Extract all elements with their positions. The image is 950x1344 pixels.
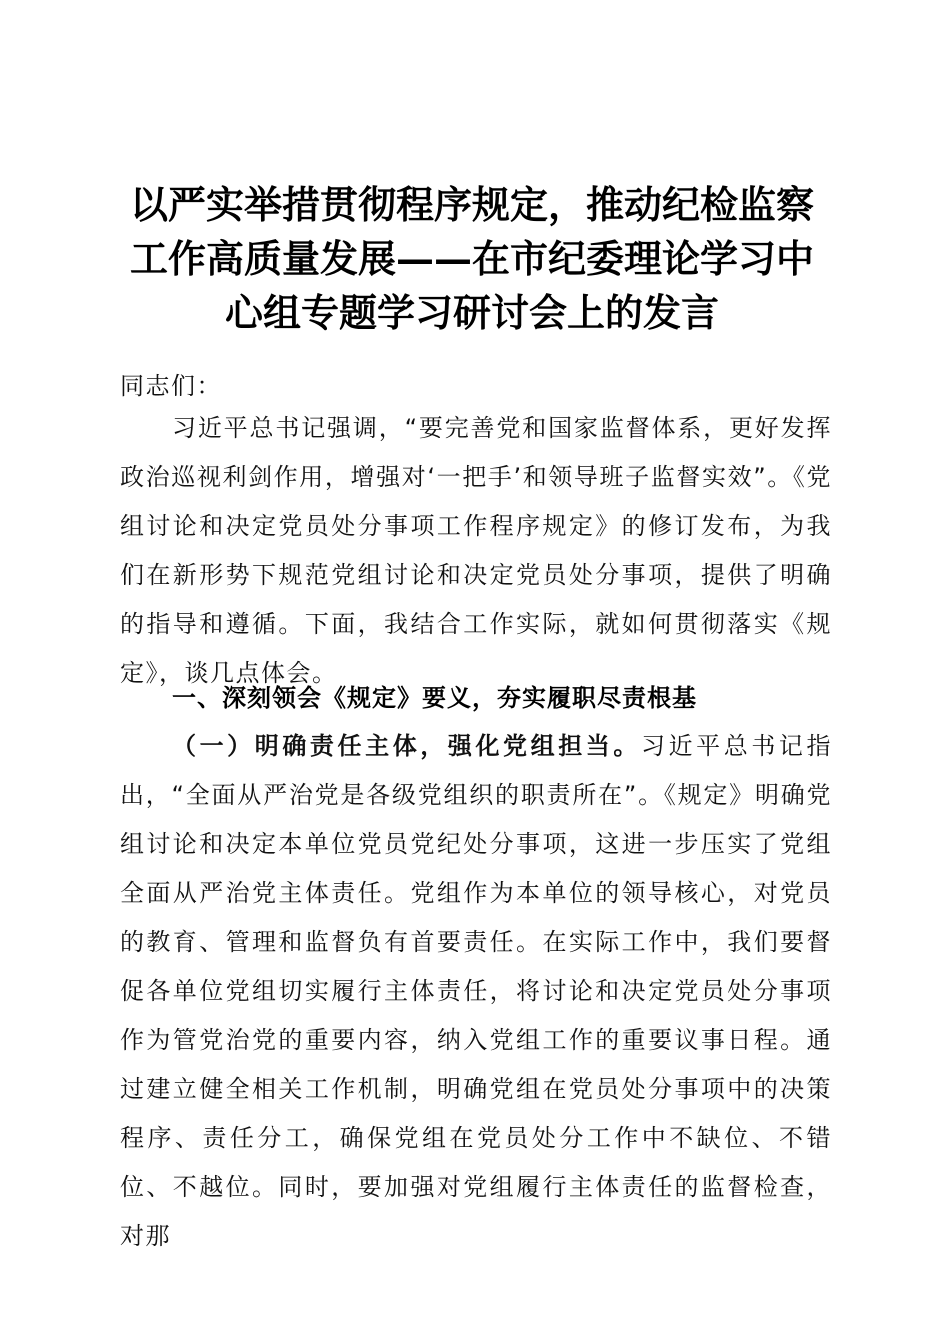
paragraph-intro: 习近平总书记强调，“要完善党和国家监督体系，更好发挥政治巡视利剑作用，增强对‘一把手’和领导班子监督实效”。《党组讨论和决定党员处分事项工作程序规定》的修订发布，为我们在新形势下规范党组讨论和决定党员处分事项，提供了明确的指导和遵循。下面，我结合工作实际，就如何贯彻落实《规定》，谈几点体会。 — [120, 414, 832, 687]
section-heading-1: 一、深刻领会《规定》要义，夯实履职尽责根基 — [172, 684, 697, 712]
salutation: 同志们： — [120, 372, 222, 400]
subsection-1-lead: （一）明确责任主体，强化党组担当。 — [172, 732, 641, 760]
subsection-1-body: 习近平总书记指出，“全面从严治党是各级党组织的职责所在”。《规定》明确党组讨论和决定本单位党员党纪处分事项，这进一步压实了党组全面从严治党主体责任。党组作为本单位的领导核心，对党员的教育、管理和监督负有首要责任。在实际工作中，我们要督促各单位党组切实履行主体责任，将讨论和决定党员处分事项作为管党治党的重要内容，纳入党组工作的重要议事日程。通过建立健全相关工作机制，明确党组在党员处分事项中的决策程序、责任分工，确保党组在党员处分工作中不缺位、不错位、不越位。同时，要加强对党组履行主体责任的监督检查，对那 — [120, 732, 833, 1250]
document-title: 以严实举措贯彻程序规定，推动纪检监察工作高质量发展——在市纪委理论学习中心组专题学习研讨会上的发言 — [129, 182, 814, 335]
paragraph-subsection-1 — [120, 722, 832, 1261]
